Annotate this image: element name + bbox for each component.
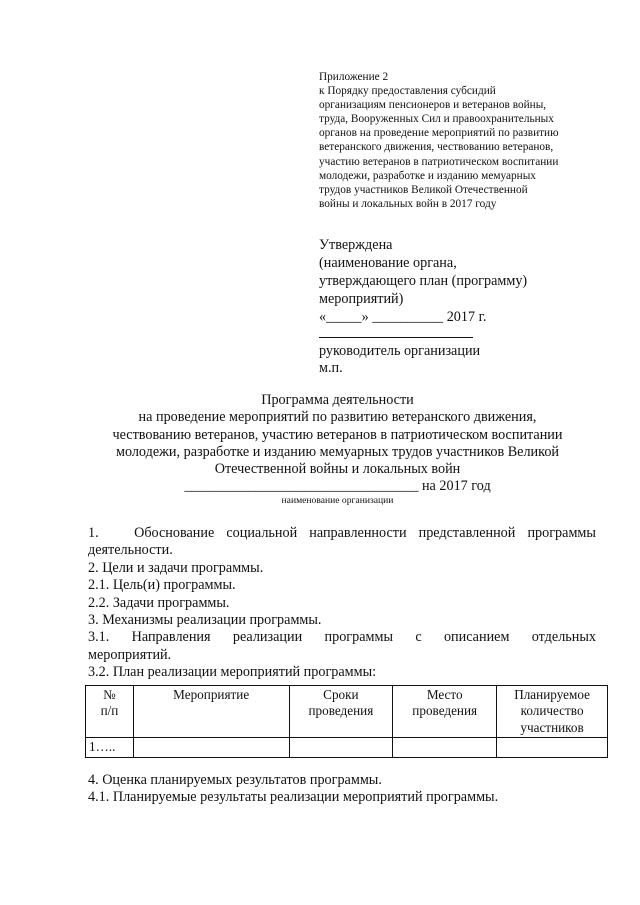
header-text: Место <box>426 686 463 702</box>
header-text: Планируемое <box>514 686 590 702</box>
header-text: количество <box>520 703 584 719</box>
appendix-line: органов на проведение мероприятий по развитию <box>319 127 559 140</box>
approved-label: Утверждена <box>319 237 393 253</box>
section-word: реализации <box>232 629 303 646</box>
appendix-line: ветеранского движения, чествованию ветеранов, <box>319 141 554 154</box>
approval-block <box>319 237 609 378</box>
section-word: направленности <box>309 525 407 541</box>
section-2-heading: 2. Цели и задачи программы. <box>88 559 264 576</box>
organization-name-caption: наименование организации <box>281 494 394 506</box>
plan-table <box>85 685 608 758</box>
section-4-heading: 4. Оценка планируемых результатов программы. <box>88 772 382 789</box>
appendix-line: молодежи, разработке и изданию мемуарных <box>319 169 536 182</box>
section-word: Обоснование <box>134 525 215 541</box>
title-line: Программа деятельности <box>261 392 414 408</box>
head-of-organization-label: руководитель организации <box>319 342 481 359</box>
approving-body-line: утверждающего план (программу) <box>319 272 528 289</box>
appendix-line: трудов участников Великой Отечественной <box>319 183 528 196</box>
column-header-place <box>393 685 497 738</box>
section-3-heading: 3. Механизмы реализации программы. <box>88 612 322 629</box>
column-header-participants <box>497 685 608 738</box>
section-word: 3.1. <box>88 629 110 646</box>
section-3-1 <box>88 629 596 646</box>
header-text: Сроки <box>323 686 359 702</box>
section-word: 1. <box>88 525 99 541</box>
appendix-line: Приложение 2 <box>319 71 389 83</box>
header-text: проведения <box>412 703 478 719</box>
section-4-1: 4.1. Планируемые результаты реализации мероприятий программы. <box>88 789 499 806</box>
organization-year-line: _________________________________ на 2017 год <box>184 478 491 495</box>
section-word: отдельных <box>531 629 596 646</box>
approving-body-line: мероприятий) <box>319 290 404 307</box>
section-word: описанием <box>443 629 510 646</box>
table-cell: 1….. <box>86 738 134 758</box>
appendix-line: труда, Вооруженных Сил и правоохранительных <box>319 113 554 126</box>
appendix-line: войны и локальных войн в 2017 году <box>319 197 497 210</box>
title-line: Отечественной войны и локальных войн <box>214 461 461 478</box>
header-text: проведения <box>308 703 374 719</box>
header-text: п/п <box>100 703 119 719</box>
section-word: представленной <box>418 525 516 541</box>
appendix-header <box>319 70 619 211</box>
column-header-dates <box>289 685 393 738</box>
section-3-2: 3.2. План реализации мероприятий программы: <box>88 664 377 681</box>
table-cell <box>393 738 497 758</box>
appendix-line: организациям пенсионеров и ветеранов войны, <box>319 99 547 112</box>
column-header-number <box>86 685 134 738</box>
title-line: молодежи, разработке и изданию мемуарных трудов участников Великой <box>115 443 560 460</box>
header-text: № <box>103 686 116 702</box>
table-cell <box>133 738 289 758</box>
section-1-continuation: деятельности. <box>88 542 173 559</box>
signature-line <box>319 327 473 338</box>
header-text: Мероприятие <box>173 686 250 702</box>
approving-body-line: (наименование органа, <box>319 254 457 271</box>
section-word: с <box>415 629 422 646</box>
column-header-event <box>133 685 289 738</box>
section-3-1-continuation: мероприятий. <box>88 646 172 663</box>
section-word: программы <box>527 525 596 541</box>
table-row <box>86 738 608 758</box>
table-cell <box>497 738 608 758</box>
section-2-2: 2.2. Задачи программы. <box>88 594 230 611</box>
title-line: на проведение мероприятий по развитию ветеранского движения, <box>138 409 537 426</box>
table-cell <box>289 738 393 758</box>
program-body <box>88 525 596 807</box>
appendix-line: к Порядку предоставления субсидий <box>319 85 496 98</box>
section-word: социальной <box>226 525 298 541</box>
program-title <box>60 392 615 507</box>
table-header-row <box>86 685 608 738</box>
title-line: чествованию ветеранов, участию ветеранов в патриотическом воспитании <box>112 426 563 443</box>
approval-date-line: «_____» __________ 2017 г. <box>319 308 487 325</box>
section-word: программы <box>324 629 393 646</box>
header-text: участников <box>520 719 584 735</box>
appendix-line: участию ветеранов в патриотическом воспитании <box>319 155 559 168</box>
section-2-1: 2.1. Цель(и) программы. <box>88 577 236 594</box>
section-1-heading <box>88 525 596 542</box>
section-word: Направления <box>131 629 211 646</box>
stamp-place-label: м.п. <box>319 360 343 377</box>
